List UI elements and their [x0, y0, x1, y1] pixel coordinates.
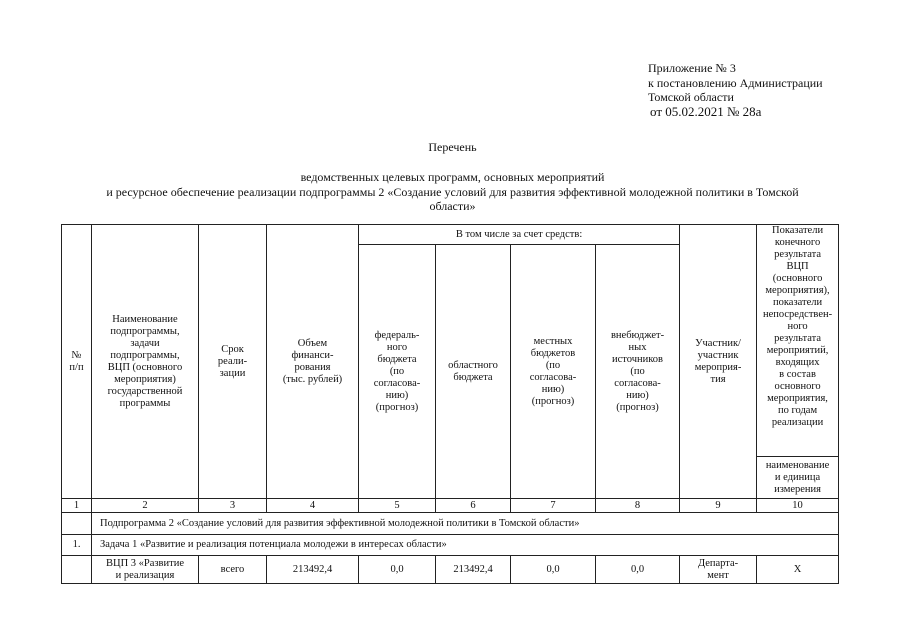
row-regional: 213492,4 [436, 556, 511, 584]
row-term: всего [199, 556, 267, 584]
row-indicator: Х [757, 556, 839, 584]
header-name: Наименование подпрограммы, задачи подпрограммы, ВЦП (основного мероприятия) государственной программы [92, 225, 199, 499]
annex-line-2: к постановлению Администрации [648, 75, 823, 90]
doc-title-line-2: и ресурсное обеспечение реализации подпрограммы 2 «Создание условий для развития эффективной молодежной политики в Томской [106, 185, 799, 199]
row-extra: 0,0 [596, 556, 680, 584]
annex-line-3: Томской области [648, 90, 734, 104]
row-federal: 0,0 [359, 556, 436, 584]
header-participant: Участник/ участник мероприя- тия [680, 225, 757, 499]
header-extra: внебюджет- ных источников (по согласова- нию) (прогноз) [596, 245, 680, 499]
annex-line-1: Приложение № 3 [648, 61, 736, 75]
col-number: 3 [199, 499, 267, 513]
row-participant: Департа- мент [680, 556, 757, 584]
annex-block [648, 61, 823, 119]
col-number: 2 [92, 499, 199, 513]
annex-date: от 05.02.2021 № 28а [650, 103, 762, 119]
col-number: 8 [596, 499, 680, 513]
header-including: В том числе за счет средств: [359, 225, 680, 245]
subprogram-num-cell [62, 513, 92, 535]
table-row [62, 556, 839, 584]
col-number: 5 [359, 499, 436, 513]
row-local: 0,0 [511, 556, 596, 584]
task-title: Задача 1 «Развитие и реализация потенциала молодежи в интересах области» [92, 535, 839, 556]
programs-table [61, 224, 839, 584]
col-number: 10 [757, 499, 839, 513]
doc-heading: Перечень [428, 140, 477, 154]
doc-title-line-3: области» [429, 199, 476, 213]
header-term: Срок реали- зации [199, 225, 267, 499]
header-regional: областного бюджета [436, 245, 511, 499]
row-name: ВЦП 3 «Развитие и реализация [92, 556, 199, 584]
header-indicator-name: наименование и единица измерения [757, 457, 839, 499]
task-num: 1. [62, 535, 92, 556]
col-number: 1 [62, 499, 92, 513]
row-volume: 213492,4 [267, 556, 359, 584]
header-local: местных бюджетов (по согласова- нию) (прогноз) [511, 245, 596, 499]
header-num: № п/п [62, 225, 92, 499]
row-num-cell [62, 556, 92, 584]
subprogram-title: Подпрограмма 2 «Создание условий для развития эффективной молодежной политики в Томской области» [92, 513, 839, 535]
subprogram-row [62, 513, 839, 535]
col-number: 9 [680, 499, 757, 513]
col-number: 7 [511, 499, 596, 513]
header-volume: Объем финанси- рования (тыс. рублей) [267, 225, 359, 499]
header-federal: федераль- ного бюджета (по согласова- нию) (прогноз) [359, 245, 436, 499]
column-numbers-row [62, 499, 839, 513]
col-number: 4 [267, 499, 359, 513]
task-row [62, 535, 839, 556]
header-indicators: Показатели конечного результата ВЦП (основного мероприятия), показатели непосредствен- ного результата мероприятий, входящих в состав основного мероприятия, по годам реализации [757, 225, 839, 457]
doc-title-line-1: ведомственных целевых программ, основных мероприятий [300, 170, 605, 184]
col-number: 6 [436, 499, 511, 513]
